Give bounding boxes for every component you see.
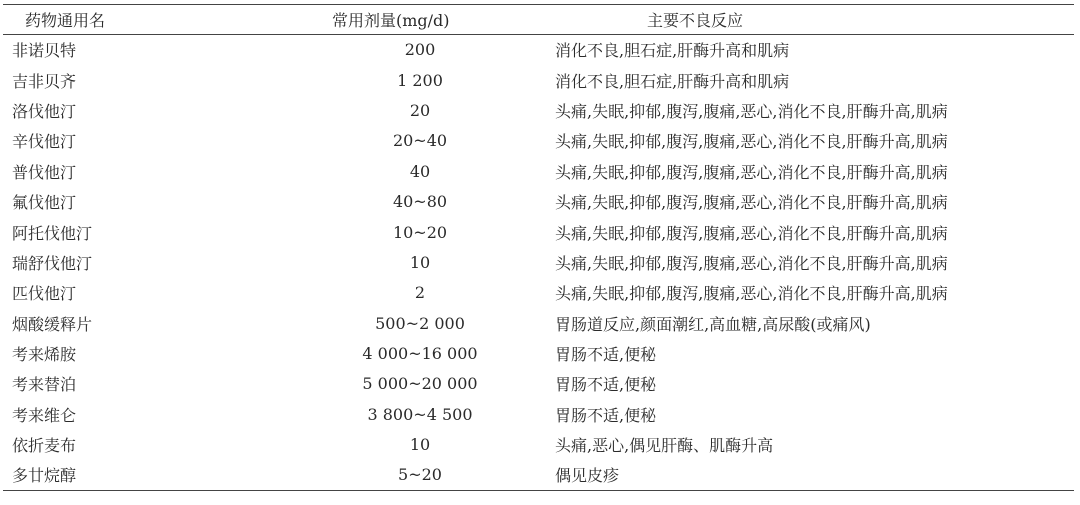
adverse-effects-cell: 胃肠不适,便秘	[555, 345, 657, 365]
table-row	[3, 338, 1074, 368]
drug-name-cell: 考来烯胺	[12, 345, 77, 365]
table-row	[3, 95, 1074, 125]
adverse-effects-cell: 消化不良,胆石症,肝酶升高和肌病	[555, 71, 790, 91]
dose-cell: 10	[409, 435, 431, 455]
adverse-effects-cell: 胃肠不适,便秘	[555, 405, 657, 425]
dose-cell: 2	[414, 283, 426, 303]
adverse-effects-cell: 胃肠不适,便秘	[555, 375, 657, 395]
dose-cell: 20~40	[392, 131, 448, 151]
dose-cell: 10	[409, 252, 431, 272]
adverse-effects-cell: 头痛,失眠,抑郁,腹泻,腹痛,恶心,消化不良,肝酶升高,肌病	[555, 162, 948, 182]
table-row	[3, 217, 1074, 247]
dose-cell: 10~20	[392, 222, 448, 242]
table-body	[3, 35, 1074, 491]
drug-name-cell: 吉非贝齐	[12, 71, 77, 91]
dose-cell: 40	[409, 161, 431, 181]
dose-cell: 200	[404, 40, 436, 60]
table-row	[3, 65, 1074, 95]
drug-name-cell: 非诺贝特	[12, 41, 77, 61]
table-row	[3, 308, 1074, 338]
table-row	[3, 460, 1074, 490]
drug-name-cell: 阿托伐他汀	[12, 223, 93, 243]
dose-cell: 4 000~16 000	[362, 344, 478, 364]
table-row	[3, 399, 1074, 429]
drug-name-cell: 氟伐他汀	[12, 193, 77, 213]
drug-name-cell: 多廿烷醇	[3, 460, 325, 490]
table-row	[3, 186, 1074, 216]
dose-cell: 40~80	[392, 192, 448, 212]
header-drug-name: 药物通用名	[3, 5, 325, 35]
dose-cell: 500~2 000	[375, 313, 465, 333]
header-adverse-effects: 主要不良反应	[555, 5, 1074, 35]
dose-cell: 5 000~20 000	[362, 374, 478, 394]
dose-cell: 20	[409, 100, 431, 120]
dose-cell: 5~20	[325, 460, 555, 490]
header-dose: 常用剂量(mg/d)	[325, 5, 555, 35]
adverse-effects-cell: 头痛,失眠,抑郁,腹泻,腹痛,恶心,消化不良,肝酶升高,肌病	[555, 253, 948, 273]
drug-name-cell: 普伐他汀	[12, 162, 77, 182]
drug-name-cell: 依折麦布	[12, 436, 77, 456]
table-header	[3, 5, 1074, 35]
adverse-effects-cell: 头痛,失眠,抑郁,腹泻,腹痛,恶心,消化不良,肝酶升高,肌病	[555, 193, 948, 213]
dose-cell: 3 800~4 500	[367, 404, 473, 424]
table-row	[3, 35, 1074, 65]
adverse-effects-cell: 偶见皮疹	[555, 460, 1074, 490]
adverse-effects-cell: 胃肠道反应,颜面潮红,高血糖,高尿酸(或痛风)	[555, 314, 871, 334]
adverse-effects-cell: 头痛,失眠,抑郁,腹泻,腹痛,恶心,消化不良,肝酶升高,肌病	[555, 223, 948, 243]
adverse-effects-cell: 头痛,恶心,偶见肝酶、肌酶升高	[555, 436, 774, 456]
drug-name-cell: 瑞舒伐他汀	[12, 253, 93, 273]
drug-name-cell: 考来替泊	[12, 375, 77, 395]
drug-name-cell: 洛伐他汀	[12, 101, 77, 121]
header-row	[3, 5, 1074, 35]
drug-name-cell: 匹伐他汀	[12, 284, 77, 304]
drug-name-cell: 考来维仑	[12, 405, 77, 425]
drug-name-cell: 辛伐他汀	[12, 132, 77, 152]
adverse-effects-cell: 头痛,失眠,抑郁,腹泻,腹痛,恶心,消化不良,肝酶升高,肌病	[555, 132, 948, 152]
table-row	[3, 369, 1074, 399]
adverse-effects-cell: 头痛,失眠,抑郁,腹泻,腹痛,恶心,消化不良,肝酶升高,肌病	[555, 101, 948, 121]
adverse-effects-cell: 消化不良,胆石症,肝酶升高和肌病	[555, 41, 790, 61]
table-row	[3, 247, 1074, 277]
table-row	[3, 430, 1074, 460]
dose-cell: 1 200	[397, 70, 443, 90]
table-row	[3, 278, 1074, 308]
drug-name-cell: 烟酸缓释片	[12, 314, 93, 334]
table-row	[3, 126, 1074, 156]
adverse-effects-cell: 头痛,失眠,抑郁,腹泻,腹痛,恶心,消化不良,肝酶升高,肌病	[555, 284, 948, 304]
drug-adverse-reaction-table	[3, 4, 1074, 491]
table-row	[3, 156, 1074, 186]
